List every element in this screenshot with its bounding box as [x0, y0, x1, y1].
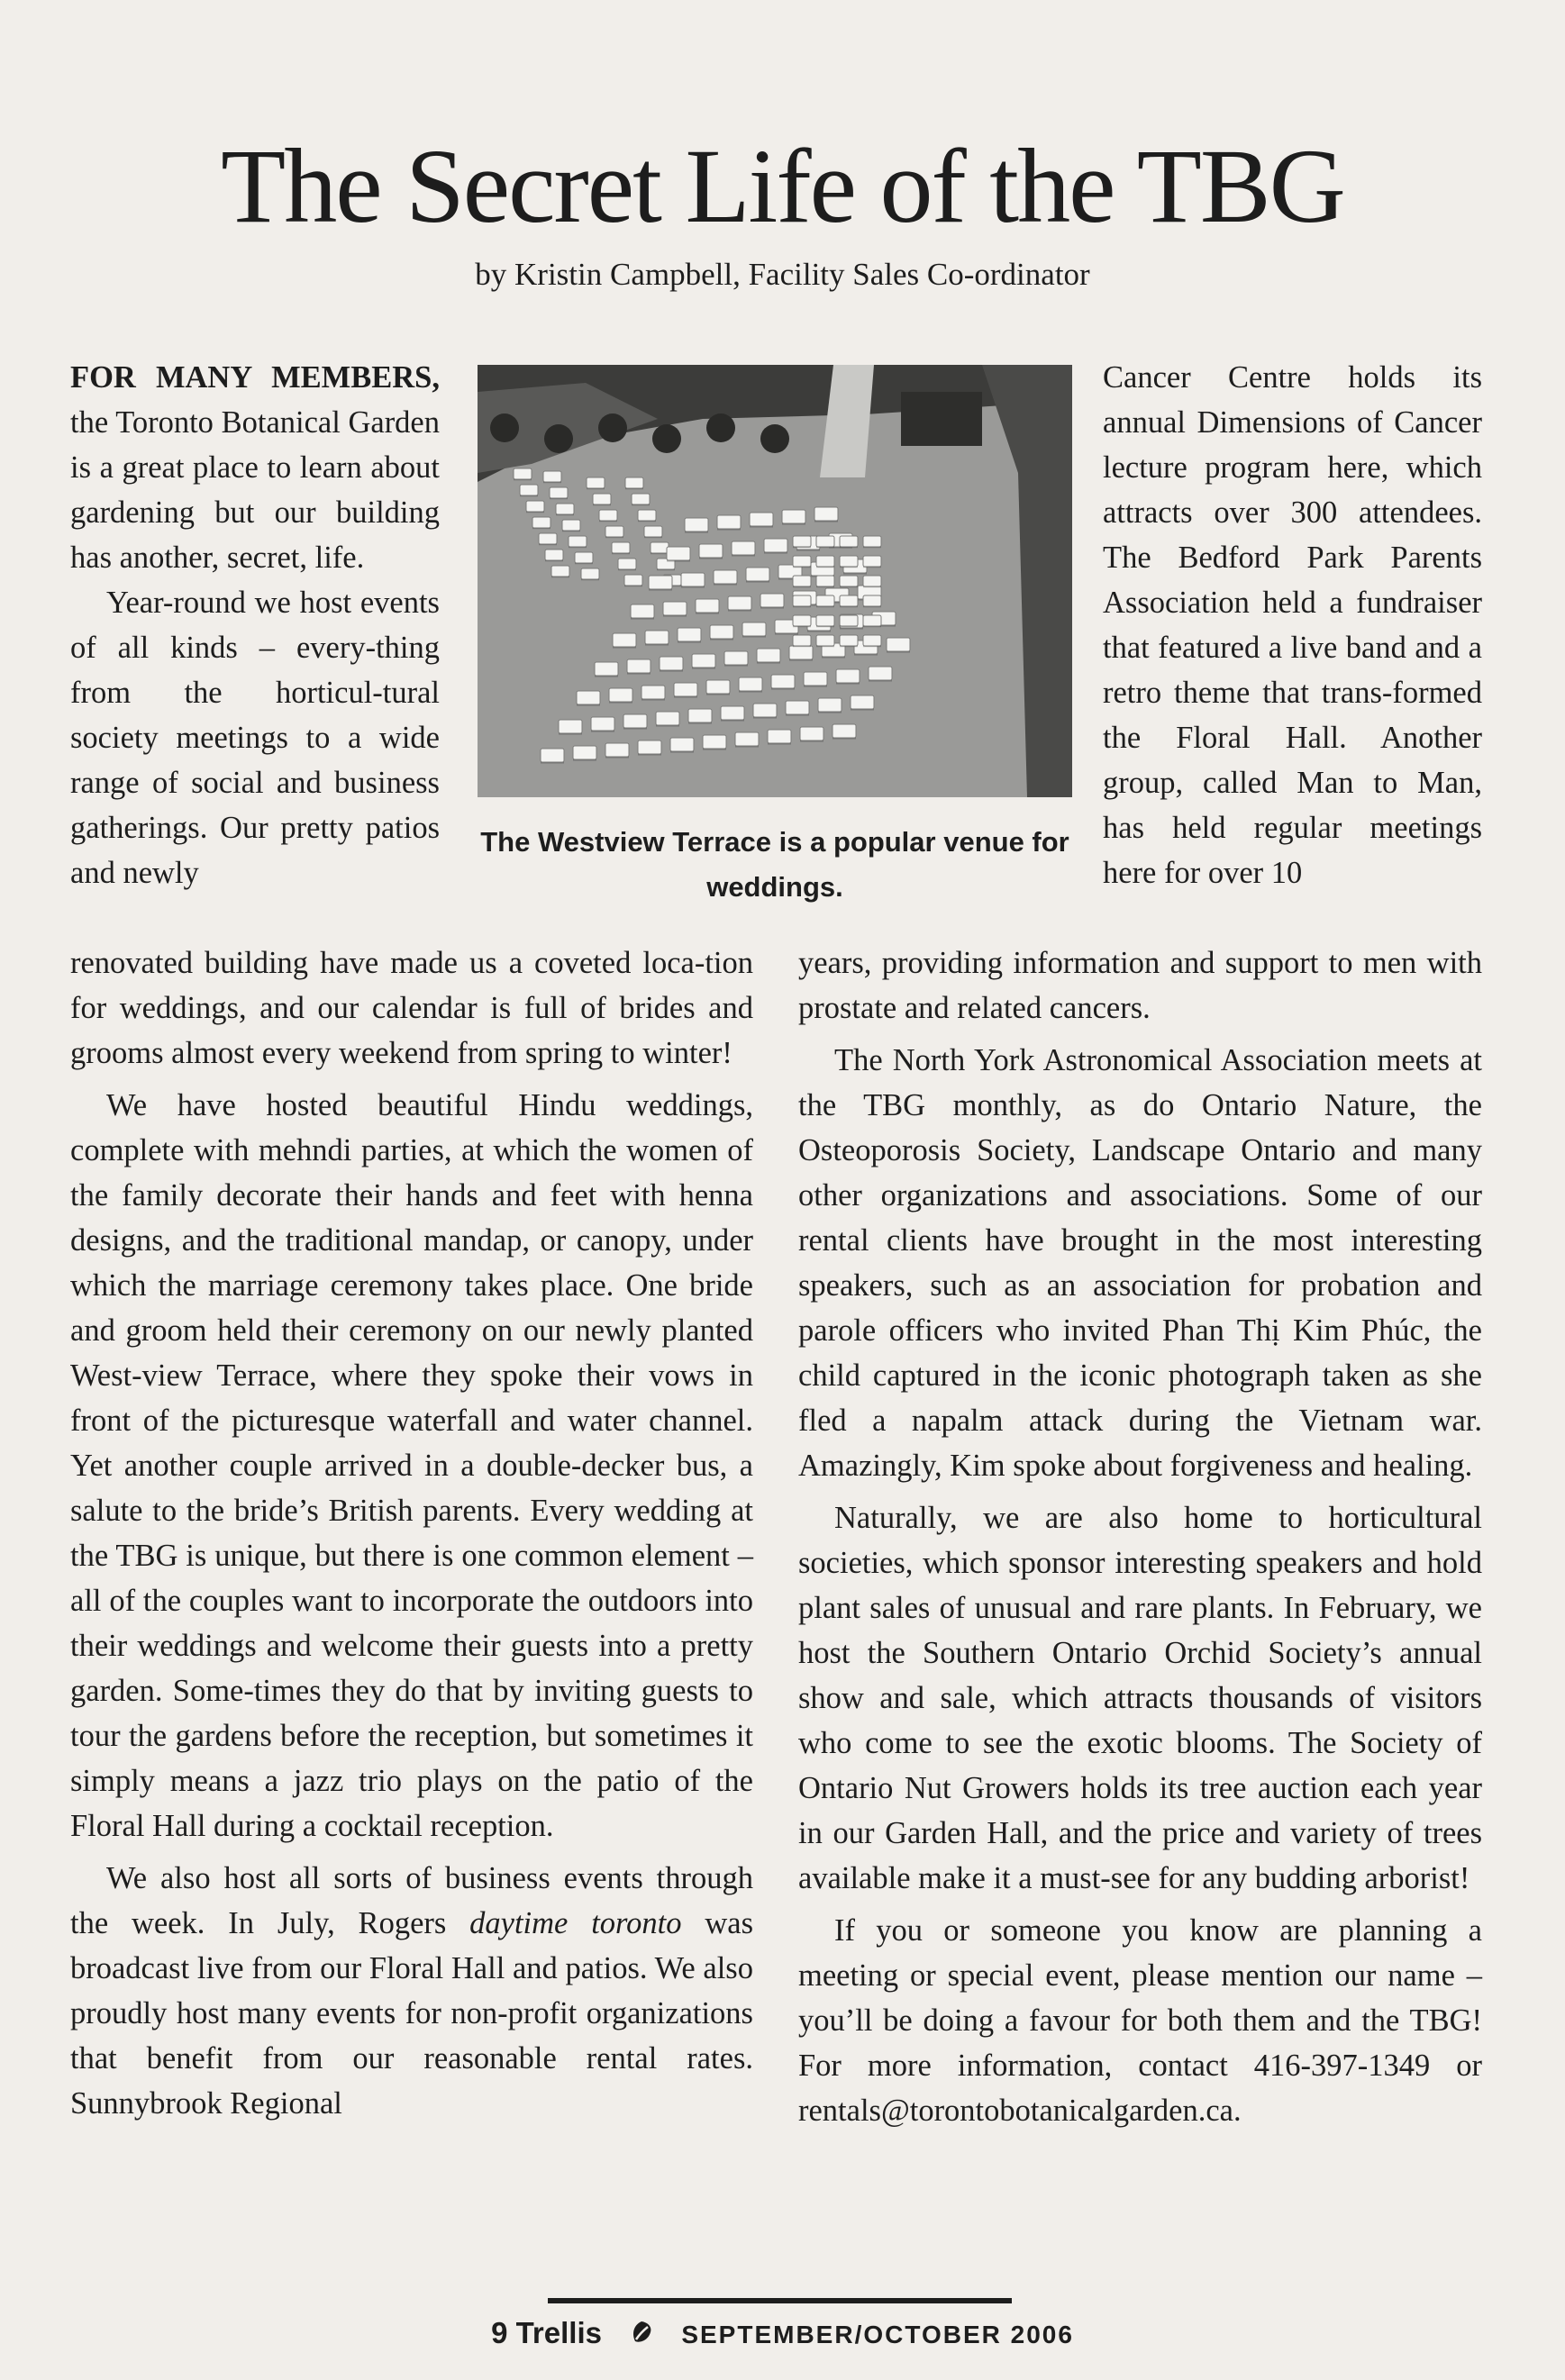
terrace-photo-image — [478, 365, 1072, 797]
chair — [605, 743, 629, 757]
chair — [814, 507, 838, 521]
paragraph-2-continued: renovated building have made us a coveted loca-tion for weddings, and our calendar is full of brides and grooms almost every weekend from spring to winter! — [70, 946, 753, 1070]
paragraph-7: If you or someone you know are planning a meeting or special event, please mention our name – you’ll be doing a favour for both them and the TBG! For more information, contact 416-397-1349 or rentals@torontobotanicalgarden.ca. — [798, 1913, 1482, 2128]
chair — [688, 709, 712, 722]
shrub — [490, 413, 519, 442]
chair — [569, 536, 587, 547]
footer-rule — [548, 2298, 1012, 2303]
paragraph-5: The North York Astronomical Association meets at the TBG monthly, as do Ontario Nature, the Osteoporosis Society, Landscape Ontario and many other organizations and associations. Some of our rental clients have brought in the most interesting speakers, such as an association for probation and parole officers who invited Phan Thị Kim Phúc, the child captured in the iconic photograph taken as she fled a napalm attack during the Vietnam war. Amazingly, Kim spoke about forgiveness and healing. — [798, 1043, 1482, 1483]
chair — [638, 510, 656, 521]
right-column-bottom — [798, 940, 1482, 2133]
chair — [782, 510, 805, 523]
chair — [836, 669, 860, 683]
chair — [599, 510, 617, 521]
chair — [746, 568, 769, 581]
chair — [863, 635, 881, 646]
chair — [632, 494, 650, 504]
chair — [863, 576, 881, 586]
chair — [840, 615, 858, 626]
chair — [627, 659, 651, 673]
chair — [840, 556, 858, 567]
chair — [764, 539, 787, 552]
chair — [699, 544, 723, 558]
paragraph-2: Year-round we host events of all kinds – every-thing from the horticul-tural society meetings to a wide range of social and business gatherings. Our pretty patios and newly — [70, 586, 440, 890]
chair — [539, 533, 557, 544]
chair — [887, 638, 910, 651]
chair — [623, 714, 647, 728]
chair — [532, 517, 550, 528]
chair — [556, 504, 574, 514]
chair — [851, 695, 874, 709]
paragraph-4-text-b: was broadcast live from our Floral Hall and patios. We also proudly host many events for non-profit organizations that benefit from our reasonable rental rates. Sunnybrook Regional — [70, 1906, 754, 2121]
chair — [717, 515, 741, 529]
chair — [609, 688, 632, 702]
page-number: 9 — [491, 2316, 508, 2349]
chair — [550, 487, 568, 498]
chair — [559, 720, 582, 733]
left-column-top — [70, 355, 440, 895]
chair — [678, 628, 701, 641]
chair — [514, 468, 532, 479]
chair — [768, 730, 791, 743]
chair — [724, 651, 748, 665]
show-name: daytime toronto — [469, 1906, 682, 1940]
chair — [869, 667, 892, 680]
chair — [638, 740, 661, 754]
chair — [804, 672, 827, 686]
chair — [613, 633, 636, 647]
chair — [587, 477, 605, 488]
chair — [605, 526, 623, 537]
chair — [721, 706, 744, 720]
left-column-bottom — [70, 940, 753, 2126]
page-footer — [0, 2316, 1565, 2352]
chair — [670, 738, 694, 751]
chair — [793, 536, 811, 547]
chair — [739, 677, 762, 691]
chair — [840, 635, 858, 646]
chair — [816, 615, 834, 626]
chair — [789, 646, 813, 659]
publication-name: Trellis — [515, 2316, 602, 2349]
chair — [816, 536, 834, 547]
chair — [612, 542, 630, 553]
chair — [651, 542, 669, 553]
chair — [706, 680, 730, 694]
chair — [863, 615, 881, 626]
chair — [696, 599, 719, 613]
chair — [573, 746, 596, 759]
chair — [520, 485, 538, 495]
paragraph-4-continued-2: years, providing information and support to men with prostate and related cancers. — [798, 946, 1482, 1025]
chair — [793, 635, 811, 646]
shrub — [544, 424, 573, 453]
chair — [649, 576, 672, 589]
chair — [863, 595, 881, 606]
chair — [624, 575, 642, 586]
chair — [793, 595, 811, 606]
chair — [631, 604, 654, 618]
chair — [840, 536, 858, 547]
chair — [793, 556, 811, 567]
chair — [667, 547, 690, 560]
chair — [760, 594, 784, 607]
chair — [742, 622, 766, 636]
chair — [840, 595, 858, 606]
chair — [591, 717, 614, 731]
paragraph-1 — [70, 355, 440, 580]
chair — [692, 654, 715, 668]
chair — [674, 683, 697, 696]
paragraph-4-text-a: We also host all sorts of business events through the week. In July, Rogers — [70, 1861, 753, 1940]
chair — [750, 513, 773, 526]
chair — [816, 576, 834, 586]
paragraph-4-continued: Cancer Centre holds its annual Dimensions of Cancer lecture program here, which attracts over 300 attendees. The Bedford Park Parents Association held a fundraiser that featured a live band and a retro theme that trans-formed the Floral Hall. Another group, called Man to Man, has held regular meetings here for over 10 — [1103, 360, 1482, 890]
chair — [618, 559, 636, 569]
article-title: The Secret Life of the TBG — [221, 127, 1344, 245]
chair — [757, 649, 780, 662]
chair — [595, 662, 618, 676]
chair — [818, 698, 842, 712]
chair — [816, 595, 834, 606]
chair — [551, 566, 569, 577]
chair — [526, 501, 544, 512]
article-byline: by Kristin Campbell, Facility Sales Co-ordinator — [475, 257, 1090, 292]
chair — [833, 724, 856, 738]
chair — [541, 749, 564, 762]
terrace-photo — [478, 365, 1072, 797]
chair — [863, 536, 881, 547]
chair — [545, 550, 563, 560]
paragraph-3: We have hosted beautiful Hindu weddings, complete with mehndi parties, at which the women of the family decorate their hands and feet with henna designs, and the traditional mandap, or canopy, under which the marriage ceremony takes place. One bride and groom held their ceremony on our newly planted West-view Terrace, where they spoke their vows in front of the picturesque waterfall and water channel. Yet another couple arrived in a double-decker bus, a salute to the bride’s British parents. Every wedding at the TBG is unique, but there is one common element – all of the couples want to incorporate the outdoors into their weddings and welcome their guests into a pretty garden. Some-times they do that by inviting guests to tour the gardens before the reception, but sometimes it simply means a jazz trio plays on the patio of the Floral Hall during a cocktail reception. — [70, 1088, 753, 1843]
chair — [728, 596, 751, 610]
chair — [840, 576, 858, 586]
chair — [656, 712, 679, 725]
chair — [710, 625, 733, 639]
chair — [753, 704, 777, 717]
chair — [641, 686, 665, 699]
chair — [663, 602, 687, 615]
paragraph-6: Naturally, we are also home to horticultural societies, which sponsor interesting speakers and hold plant sales of unusual and rare plants. In February, we host the Southern Ontario Orchid Society’s annual show and sale, which attracts thousands of visitors who come to see the exotic blooms. The Society of Ontario Nut Growers holds its tree auction each year in our Garden Hall, and the price and variety of trees available make it a must-see for any budding arborist! — [798, 1501, 1482, 1895]
shrub — [652, 424, 681, 453]
shrub — [706, 413, 735, 442]
chair — [793, 615, 811, 626]
chair — [543, 471, 561, 482]
chair — [645, 631, 669, 644]
chair — [714, 570, 737, 584]
chair — [703, 735, 726, 749]
chair — [685, 518, 708, 531]
chair — [577, 691, 600, 704]
chair — [732, 541, 755, 555]
chair — [575, 552, 593, 563]
paragraph-4 — [70, 1856, 753, 2126]
paragraph-1-text: the Toronto Botanical Garden is a great place to learn about gardening but our building has another, secret, life. — [70, 405, 440, 575]
photo-caption: The Westview Terrace is a popular venue for weddings. — [480, 826, 1069, 903]
chair — [644, 526, 662, 537]
shrub — [598, 413, 627, 442]
lead-in: FOR MANY MEMBERS, — [70, 360, 440, 395]
chair — [581, 568, 599, 579]
chair — [800, 727, 823, 740]
chair — [735, 732, 759, 746]
issue-date: SEPTEMBER/OCTOBER 2006 — [681, 2321, 1074, 2348]
chair — [660, 657, 683, 670]
planter-shrubs — [901, 392, 982, 446]
chair — [786, 701, 809, 714]
chair — [816, 635, 834, 646]
right-column-top — [1103, 355, 1482, 895]
shrub — [760, 424, 789, 453]
trellis-leaf-icon — [630, 2318, 653, 2352]
chair — [863, 556, 881, 567]
chair — [681, 573, 705, 586]
chair — [793, 576, 811, 586]
chair — [562, 520, 580, 531]
chair — [816, 556, 834, 567]
chair — [625, 477, 643, 488]
chair — [771, 675, 795, 688]
chair — [593, 494, 611, 504]
